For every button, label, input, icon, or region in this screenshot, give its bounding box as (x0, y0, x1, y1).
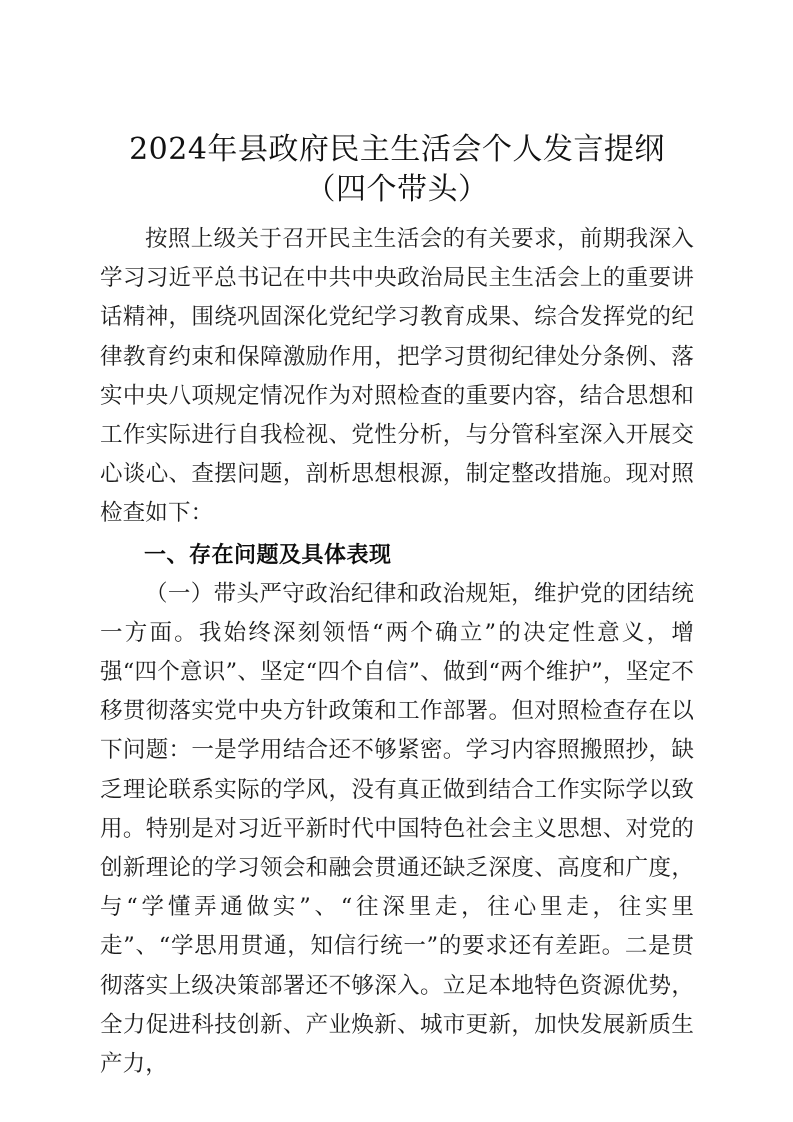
subsection-paragraph-1: （一）带头严守政治纪律和政治规矩，维护党的团结统一方面。我始终深刻领悟“两个确立”的决定性意义，增强“四个意识”、坚定“四个自信”、做到“两个维护”，坚定不移贯彻落实党中央方针政策和工作部署。但对照检查存在以下问题：一是学用结合还不够紧密。学习内容照搬照抄，缺乏理论联系实际的学风，没有真正做到结合工作实际学以致用。特别是对习近平新时代中国特色社会主义思想、对党的创新理论的学习领会和融会贯通还缺乏深度、高度和广度，与“学懂弄通做实”、“往深里走，往心里走，往实里走”、“学思用贯通，知信行统一”的要求还有差距。二是贯彻落实上级决策部署还不够深入。立足本地特色资源优势，全力促进科技创新、产业焕新、城市更新，加快发展新质生产力， (100, 580, 694, 1078)
page-title: 2024年县政府民主生活会个人发言提纲（四个带头） (129, 132, 665, 207)
intro-paragraph: 按照上级关于召开民主生活会的有关要求，前期我深入学习习近平总书记在中共中央政治局民主生活会上的重要讲话精神，围绕巩固深化党纪学习教育成果、综合发挥党的纪律教育约束和保障激励作用，把学习贯彻纪律处分条例、落实中央八项规定情况作为对照检查的重要内容，结合思想和工作实际进行自我检视、党性分析，与分管科室深入开展交心谈心、查摆问题，剖析思想根源，制定整改措施。现对照检查如下： (100, 226, 694, 527)
section-heading-1: 一、存在问题及具体表现 (144, 542, 392, 568)
document-body (100, 130, 694, 1084)
